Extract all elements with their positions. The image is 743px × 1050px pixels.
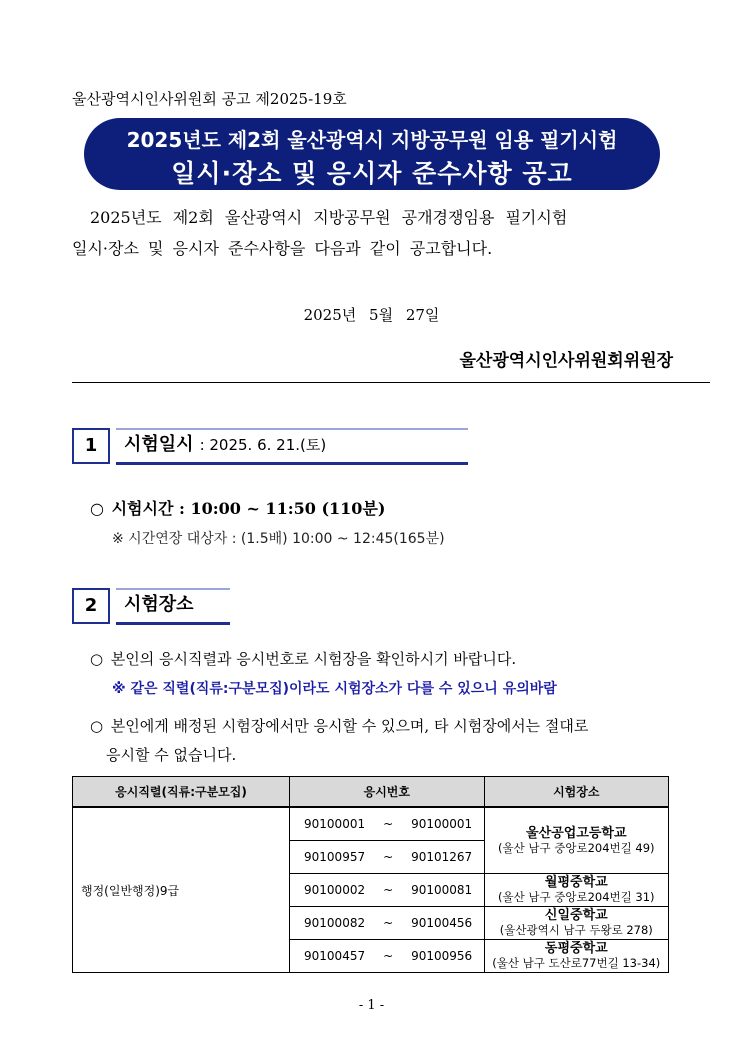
venue-cell	[484, 907, 668, 940]
venue-cell	[484, 874, 668, 907]
section-title: 시험일시	[124, 434, 194, 455]
title-line1: 2025년도 제2회 울산광역시 지방공무원 임용 필기시험	[126, 128, 618, 152]
bullet-icon: ○	[90, 499, 104, 518]
range-separator: ~	[383, 883, 394, 897]
number-range-cell	[290, 940, 485, 973]
divider	[72, 382, 710, 383]
intro-line1: 2025년도 제2회 울산광역시 지방공무원 공개경쟁임용 필기시험	[90, 208, 568, 227]
range-to: 90100081	[411, 883, 473, 897]
extension-note: ※ 시간연장 대상자 : (1.5배) 10:00 ~ 12:45(165분)	[112, 531, 445, 547]
section-title-box	[116, 588, 230, 625]
section-title: 시험장소	[124, 594, 194, 615]
venue-name: 동평중학교	[544, 941, 608, 956]
exam-time-item	[90, 496, 385, 519]
number-range-cell	[290, 907, 485, 940]
column-header: 응시직렬(직류:구분모집)	[73, 777, 290, 808]
column-header: 시험장소	[484, 777, 668, 808]
job-cell: 행정(일반행정)9급	[73, 807, 290, 973]
section-title-box	[116, 428, 468, 465]
venue-name: 신일중학교	[544, 908, 608, 923]
table-header-row	[73, 777, 669, 808]
notice-number: 울산광역시인사위원회 공고 제2025-19호	[72, 90, 347, 108]
intro-paragraph	[72, 202, 672, 264]
range-separator: ~	[383, 949, 394, 963]
location-bullet-2-line2: 응시할 수 없습니다.	[106, 746, 237, 764]
bullet-icon: ○	[90, 650, 104, 668]
table-row	[73, 807, 669, 841]
section-number: 2	[72, 588, 110, 624]
range-to: 90100456	[411, 916, 473, 930]
range-from: 90100957	[304, 850, 366, 864]
venue-address: (울산 남구 도산로77번길 13-34)	[492, 956, 661, 970]
venue-cell	[484, 807, 668, 874]
range-from: 90100002	[304, 883, 366, 897]
location-bullet-2-line1: 본인에게 배정된 시험장에서만 응시할 수 있으며, 타 시험장에서는 절대로	[110, 717, 589, 735]
page-number: - 1 -	[358, 998, 385, 1013]
range-to: 90100956	[411, 949, 473, 963]
range-to: 90101267	[411, 850, 473, 864]
location-bullet-2	[90, 712, 680, 770]
location-bullet-1	[90, 648, 516, 669]
range-separator: ~	[383, 916, 394, 930]
venue-name: 월평중학교	[544, 875, 608, 890]
venue-address: (울산광역시 남구 두왕로 278)	[499, 923, 653, 937]
exam-time-text: 시험시간 : 10:00 ~ 11:50 (110분)	[111, 499, 386, 518]
number-range-cell	[290, 807, 485, 841]
notice-date: 2025년 5월 27일	[303, 306, 440, 324]
location-warning: ※ 같은 직렬(직류:구분모집)이라도 시험장소가 다를 수 있으니 유의바람	[112, 681, 557, 697]
venue-address: (울산 남구 중앙로204번길 49)	[498, 840, 655, 855]
issuer: 울산광역시인사위원회위원장	[459, 351, 673, 371]
range-separator: ~	[383, 850, 394, 864]
title-line2: 일시·장소 및 응시자 준수사항 공고	[171, 159, 573, 188]
range-from: 90100457	[304, 949, 366, 963]
range-to: 90100001	[411, 817, 473, 831]
intro-line2: 일시·장소 및 응시자 준수사항을 다음과 같이 공고합니다.	[72, 239, 493, 258]
number-range-cell	[290, 841, 485, 874]
range-separator: ~	[383, 817, 394, 831]
location-bullet-1-text: 본인의 응시직렬과 응시번호로 시험장을 확인하시기 바랍니다.	[110, 650, 517, 668]
venue-name: 울산공업고등학교	[526, 825, 627, 841]
section-number: 1	[72, 428, 110, 464]
range-from: 90100082	[304, 916, 366, 930]
venue-cell	[484, 940, 668, 973]
section-subtitle: : 2025. 6. 21.(토)	[199, 436, 327, 454]
venue-address: (울산 남구 중앙로204번길 31)	[498, 890, 655, 904]
column-header: 응시번호	[290, 777, 485, 808]
title-banner	[84, 118, 660, 190]
bullet-icon: ○	[90, 717, 104, 735]
venue-table	[72, 776, 669, 973]
range-from: 90100001	[304, 817, 366, 831]
number-range-cell	[290, 874, 485, 907]
